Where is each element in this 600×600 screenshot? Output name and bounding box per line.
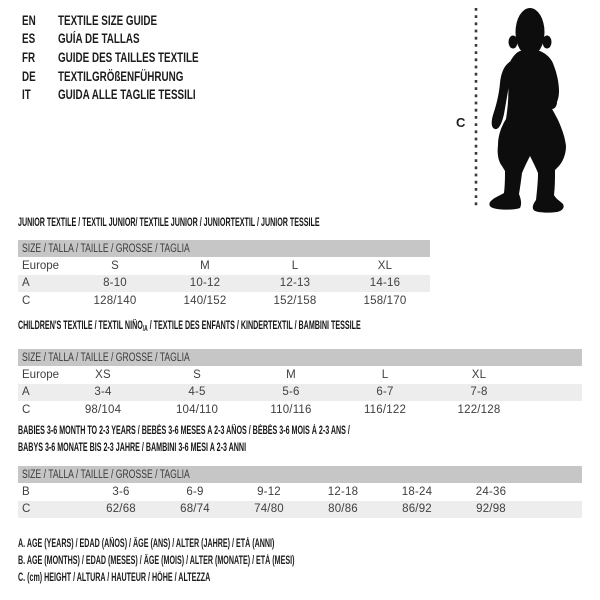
cell: 62/68: [106, 503, 136, 516]
cell: 7-8: [470, 386, 488, 399]
cell: 104/110: [175, 403, 219, 416]
cell: 74/80: [254, 503, 284, 516]
table-row-b: [18, 483, 582, 501]
lang-title: GUIDE DES TAILLES TEXTILE: [58, 49, 199, 65]
cell: 158/170: [363, 294, 407, 307]
junior-section-title: JUNIOR TEXTILE / TEXTIL JUNIOR/ TEXTILE JUNIOR / JUNIORTEXTIL / JUNIOR TESSILE: [18, 217, 320, 229]
cell: 122/128: [457, 403, 501, 416]
cell: XS: [95, 368, 111, 381]
children-section-title: [18, 318, 571, 338]
lang-row-en: [22, 11, 251, 30]
cell: 4-5: [188, 386, 206, 399]
lang-code: DE: [22, 68, 36, 84]
lang-title: TEXTILGRÖßENFÜHRUNG: [58, 68, 184, 84]
lang-row-es: [22, 30, 251, 49]
row-label: A: [22, 386, 30, 399]
size-header-label: SIZE / TALLA / TAILLE / GRÖSSE / TAGLIA: [22, 351, 190, 364]
cell: XL: [471, 368, 487, 381]
toddler-silhouette: [489, 8, 566, 213]
row-label: C: [22, 503, 31, 516]
lang-code: FR: [22, 49, 36, 65]
lang-title: GUÍA DE TALLAS: [58, 31, 140, 47]
cell: M: [286, 368, 296, 381]
cell: L: [381, 368, 389, 381]
size-header-bar: [18, 466, 582, 483]
lang-code: ES: [22, 31, 36, 47]
table-row-c: [18, 401, 582, 419]
table-row-c: [18, 501, 582, 519]
cell: 12-13: [279, 277, 311, 290]
footnote-a: A. AGE (YEARS) / EDAD (AÑOS) / ÂGE (ANS) / ALTER (JAHRE) / ETÀ (ANNI): [18, 537, 275, 550]
cell: S: [193, 368, 201, 381]
cell: 24-36: [475, 485, 507, 498]
lang-row-it: [22, 85, 251, 104]
footnotes: [18, 535, 464, 586]
cell: L: [291, 259, 299, 272]
title-text: / TEXTILE DES ENFANTS / KINDERTEXTIL / BAMBINI TESSILE: [147, 320, 361, 332]
row-label: C: [22, 403, 31, 416]
title-line-2: BABYS 3-6 MONATE BIS 2-3 JAHRE / BAMBINI 3-6 MESI A 2-3 ANNI: [18, 441, 247, 454]
cell: 12-18: [327, 485, 359, 498]
children-size-table: [18, 349, 582, 419]
row-label: Europe: [22, 368, 60, 381]
footnote-c: C. (cm) HEIGHT / ALTURA / HAUTEUR / HÖHE / ALTEZZA: [18, 571, 211, 584]
cell: 98/104: [84, 403, 122, 416]
size-header-bar: [18, 349, 582, 366]
cell: 152/158: [273, 294, 317, 307]
cell: 9-12: [257, 485, 281, 498]
cell: 3-4: [94, 386, 112, 399]
cell: M: [200, 259, 210, 272]
lang-code: EN: [22, 12, 36, 28]
height-label-c: C: [456, 115, 466, 130]
cell: 86/92: [402, 503, 432, 516]
cell: 10-12: [189, 277, 221, 290]
lang-title: TEXTILE SIZE GUIDE: [58, 12, 158, 28]
title-subscript: /A: [142, 324, 148, 333]
language-title-list: [22, 11, 251, 104]
cell: 140/152: [183, 294, 227, 307]
title-text: CHILDREN'S TEXTILE / TEXTIL NIÑO: [18, 320, 143, 332]
cell: 3-6: [112, 485, 130, 498]
row-label: A: [22, 277, 30, 290]
cell: 8-10: [103, 277, 127, 290]
junior-size-table: [18, 240, 430, 310]
lang-row-fr: [22, 48, 251, 67]
cell: 6-7: [376, 386, 394, 399]
row-label: C: [22, 294, 31, 307]
size-header-bar: [18, 240, 430, 257]
babies-section-title: [18, 423, 553, 456]
cell: 128/140: [93, 294, 137, 307]
size-header-label: SIZE / TALLA / TAILLE / GRÖSSE / TAGLIA: [22, 242, 190, 255]
lang-row-de: [22, 67, 251, 86]
cell: 6-9: [186, 485, 204, 498]
row-label: B: [22, 485, 30, 498]
babies-size-table: [18, 466, 582, 518]
cell: 80/86: [328, 503, 358, 516]
cell: 110/116: [270, 403, 312, 416]
table-row-a: [18, 384, 582, 402]
cell: S: [111, 259, 119, 272]
row-label: Europe: [22, 259, 60, 272]
toddler-figure: [450, 5, 590, 215]
cell: 68/74: [180, 503, 210, 516]
cell: 5-6: [282, 386, 300, 399]
cell: 18-24: [401, 485, 433, 498]
cell: 92/98: [476, 503, 506, 516]
cell: 14-16: [369, 277, 401, 290]
size-header-label: SIZE / TALLA / TAILLE / GRÖSSE / TAGLIA: [22, 468, 190, 481]
table-row-a: [18, 275, 430, 293]
title-line-1: BABIES 3-6 MONTH TO 2-3 YEARS / BEBÉS 3-6 MESES A 2-3 AÑOS / BÉBÉS 3-6 MOIS À 2-3 ANS /: [18, 425, 350, 437]
cell: 116/122: [363, 403, 407, 416]
table-row-c: [18, 292, 430, 310]
table-row-europe: [18, 366, 582, 384]
table-row-europe: [18, 257, 430, 275]
footnote-b: B. AGE (MONTHS) / EDAD (MESES) / ÂGE (MOIS) / ALTER (MONATE) / ETÀ (MESI): [18, 554, 295, 567]
lang-title: GUIDA ALLE TAGLIE TESSILI: [58, 87, 196, 103]
lang-code: IT: [22, 87, 31, 103]
cell: XL: [377, 259, 393, 272]
